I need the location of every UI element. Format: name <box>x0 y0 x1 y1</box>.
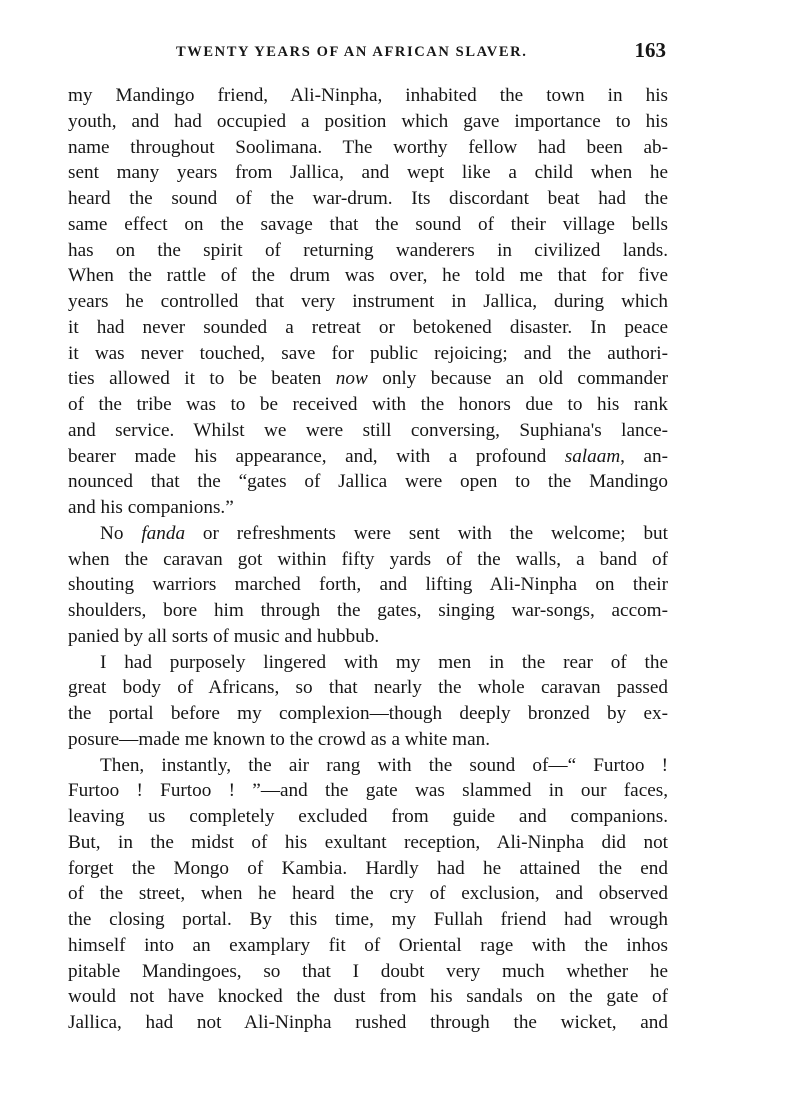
text-line: pitable Mandingoes, so that I doubt very much whether he <box>68 960 668 982</box>
text-line: great body of Africans, so that nearly the whole caravan passed <box>68 677 668 699</box>
text-line: would not have knocked the dust from his sandals on the gate of <box>68 986 668 1008</box>
paragraph <box>68 753 668 1036</box>
page-number: 163 <box>634 38 666 62</box>
text-line: youth, and had occupied a position which gave importance to his <box>68 110 668 132</box>
text-line: heard the sound of the war-drum. Its discordant beat had the <box>68 188 668 209</box>
text-line: Then, instantly, the air rang with the sound of—“ Furtoo ! <box>100 754 668 776</box>
running-title: TWENTY YEARS OF AN AFRICAN SLAVER. <box>176 44 528 60</box>
text-line: it had never sounded a retreat or betokened disaster. In peace <box>68 316 668 338</box>
text-line: same effect on the savage that the sound of their village bells <box>68 213 668 235</box>
text-line: himself into an examplary fit of Oriental rage with the inhos <box>68 934 668 956</box>
text-line: and service. Whilst we were still conversing, Suphiana's lance- <box>68 419 668 441</box>
text-line: has on the spirit of returning wanderers in civilized lands. <box>68 239 668 261</box>
running-head <box>68 38 668 66</box>
text-line: Jallica, had not Ali-Ninpha rushed through the wicket, and <box>68 1012 668 1033</box>
text-line: shoulders, bore him through the gates, singing war-songs, accom- <box>68 600 668 621</box>
text-line: No fanda or refreshments were sent with the welcome; but <box>100 522 668 544</box>
text-line: bearer made his appearance, and, with a profound salaam, an- <box>68 445 669 467</box>
text-line: when the caravan got within fifty yards of the walls, a band of <box>68 548 668 570</box>
text-line: ties allowed it to be beaten now only because an old commander <box>68 368 668 390</box>
text-line: posure—made me known to the crowd as a white man. <box>68 728 491 750</box>
text-line: But, in the midst of his exultant reception, Ali-Ninpha did not <box>68 831 668 853</box>
text-line: forget the Mongo of Kambia. Hardly had he attained the end <box>68 857 668 879</box>
text-line: the portal before my complexion—though deeply bronzed by ex- <box>68 703 668 724</box>
text-line: When the rattle of the drum was over, he told me that for five <box>68 265 668 287</box>
paragraph <box>68 521 668 650</box>
text-line: it was never touched, save for public rejoicing; and the authori- <box>68 342 668 364</box>
body-text <box>68 83 668 1036</box>
text-line: of the street, when he heard the cry of exclusion, and observed <box>68 883 668 905</box>
text-line: panied by all sorts of music and hubbub. <box>68 625 380 647</box>
text-line: I had purposely lingered with my men in the rear of the <box>100 651 668 673</box>
text-line: leaving us completely excluded from guide and companions. <box>68 806 668 827</box>
text-line: the closing portal. By this time, my Fullah friend had wrough <box>68 909 668 930</box>
text-line: name throughout Soolimana. The worthy fellow had been ab- <box>68 136 668 158</box>
paragraph <box>68 83 668 521</box>
text-line: Furtoo ! Furtoo ! ”—and the gate was slammed in our faces, <box>68 780 668 802</box>
paragraph <box>68 650 668 753</box>
text-line: nounced that the “gates of Jallica were open to the Mandingo <box>68 471 668 493</box>
text-line: years he controlled that very instrument in Jallica, during which <box>68 291 668 312</box>
text-line: shouting warriors marched forth, and lifting Ali-Ninpha on their <box>68 574 668 596</box>
text-line: my Mandingo friend, Ali-Ninpha, inhabited the town in his <box>68 85 668 106</box>
text-line: sent many years from Jallica, and wept like a child when he <box>68 162 668 184</box>
text-line: of the tribe was to be received with the honors due to his rank <box>68 394 668 415</box>
text-line: and his companions.” <box>68 497 234 518</box>
